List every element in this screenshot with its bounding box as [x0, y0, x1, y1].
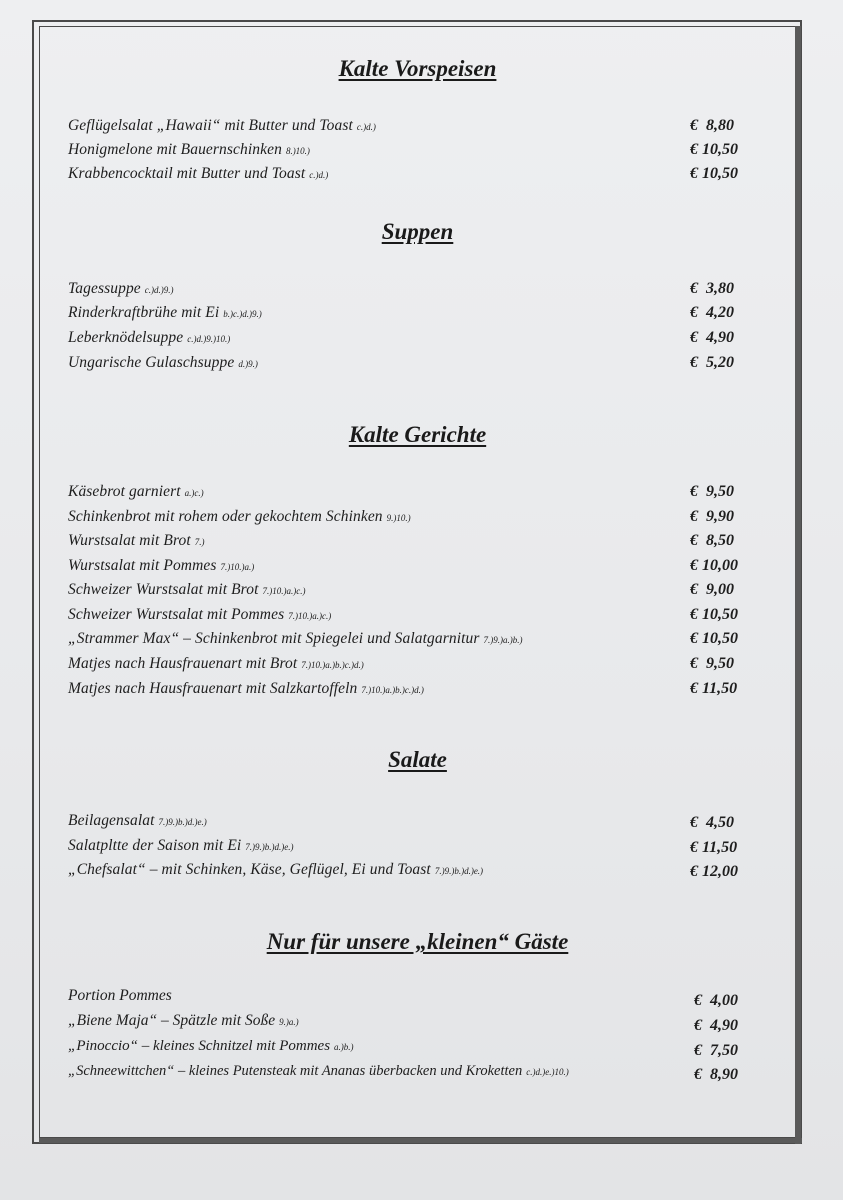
allergen-codes: 7.)10.)a.)b.)c.)d.) — [301, 660, 364, 670]
menu-item — [68, 604, 750, 626]
item-name: „Biene Maja“ – Spätzle mit Soße — [68, 1012, 276, 1029]
item-name-wrap — [68, 579, 305, 602]
item-name: Matjes nach Hausfrauenart mit Salzkartoffeln — [68, 680, 358, 697]
item-name-wrap — [68, 555, 254, 578]
allergen-codes: 9.)a.) — [279, 1017, 299, 1027]
allergen-codes: c.)d.) — [356, 122, 376, 132]
item-name: Schinkenbrot mit rohem oder gekochtem Schinken — [68, 508, 383, 525]
item-name-wrap — [68, 278, 174, 301]
item-name: Beilagensalat — [68, 812, 155, 829]
item-name-wrap — [68, 985, 176, 1008]
menu-item — [68, 628, 750, 650]
item-name-wrap — [68, 678, 424, 701]
menu-item — [68, 810, 750, 832]
menu-item — [68, 139, 750, 161]
page-border-shadow-right — [795, 26, 801, 1144]
item-price: € 3,80 — [690, 280, 734, 297]
item-name: Wurstsalat mit Brot — [68, 532, 191, 549]
item-name-wrap — [68, 506, 411, 529]
allergen-codes: b.)c.)d.)9.) — [223, 309, 262, 319]
section-heading-kalte-gerichte: Kalte Gerichte — [348, 422, 487, 447]
allergen-codes: 7.)9.)a.)b.) — [483, 635, 523, 645]
item-price: € 4,90 — [690, 329, 734, 346]
item-price: € 8,90 — [694, 1066, 738, 1083]
item-name: „Strammer Max“ – Schinkenbrot mit Spiegelei und Salatgarnitur — [68, 630, 480, 647]
section-heading-kalte-vorspeisen: Kalte Vorspeisen — [338, 56, 497, 81]
allergen-codes: d.)9.) — [238, 359, 258, 369]
menu-item — [68, 678, 750, 700]
item-name-wrap — [68, 628, 523, 651]
item-name-wrap — [68, 1035, 354, 1058]
allergen-codes: 7.)10.)a.)c.) — [262, 586, 306, 596]
item-name: „Chefsalat“ – mit Schinken, Käse, Geflügel, Ei und Toast — [68, 861, 431, 878]
item-name: Krabbencocktail mit Butter und Toast — [68, 165, 306, 182]
item-price: € 12,00 — [690, 863, 738, 880]
item-name: Wurstsalat mit Pommes — [68, 557, 217, 574]
section-heading-suppen: Suppen — [381, 219, 454, 244]
item-price: € 4,20 — [690, 304, 734, 321]
item-price: € 10,00 — [690, 557, 738, 574]
page-border-shadow-bottom — [39, 1138, 802, 1143]
menu-item — [68, 555, 750, 577]
item-price: € 8,50 — [690, 532, 734, 549]
item-price: € 11,50 — [690, 680, 738, 697]
item-name-wrap — [68, 530, 205, 553]
allergen-codes: 7.)9.)b.)d.)e.) — [245, 842, 294, 852]
item-name-wrap — [68, 139, 310, 162]
item-name-wrap — [68, 604, 331, 627]
item-price: € 9,50 — [690, 483, 734, 500]
allergen-codes: 7.) — [194, 537, 205, 547]
menu-item — [68, 327, 750, 349]
allergen-codes: 9.)10.) — [386, 513, 411, 523]
item-price: € 11,50 — [690, 839, 738, 856]
menu-item — [68, 302, 750, 324]
item-price: € 8,80 — [690, 117, 734, 134]
item-name: „Pinoccio“ – kleines Schnitzel mit Pommes — [68, 1038, 331, 1054]
item-name: Tagessuppe — [68, 280, 141, 297]
item-name: Leberknödelsuppe — [68, 329, 184, 346]
item-name-wrap — [68, 1010, 299, 1033]
item-price: € 10,50 — [690, 606, 738, 623]
section-heading-kinder: Nur für unsere „kleinen“ Gäste — [266, 929, 569, 954]
section-heading-salate: Salate — [388, 747, 447, 772]
item-name-wrap — [68, 327, 230, 350]
item-price: € 4,90 — [694, 1017, 738, 1034]
item-name-wrap — [68, 1060, 569, 1083]
item-price: € 9,90 — [690, 508, 734, 525]
menu-item — [68, 579, 750, 601]
menu-item — [68, 115, 750, 137]
item-name-wrap — [68, 810, 207, 833]
item-price: € 9,00 — [690, 581, 734, 598]
item-name-wrap — [68, 352, 258, 375]
menu-item — [68, 481, 750, 503]
item-name-wrap — [68, 481, 204, 504]
allergen-codes: 7.)10.)a.)b.)c.)d.) — [361, 685, 424, 695]
item-price: € 9,50 — [690, 655, 734, 672]
item-name: Rinderkraftbrühe mit Ei — [68, 304, 220, 321]
item-name-wrap — [68, 835, 294, 858]
menu-item — [68, 859, 750, 881]
allergen-codes: 8.)10.) — [285, 146, 310, 156]
item-name: Schweizer Wurstsalat mit Pommes — [68, 606, 285, 623]
item-price: € 10,50 — [690, 141, 738, 158]
item-price: € 5,20 — [690, 354, 734, 371]
menu-item — [68, 530, 750, 552]
item-name-wrap — [68, 302, 262, 325]
allergen-codes: c.)d.) — [309, 170, 329, 180]
item-price: € 10,50 — [690, 165, 738, 182]
item-name: „Schneewittchen“ – kleines Putensteak mit Ananas überbacken und Kroketten — [68, 1063, 523, 1079]
allergen-codes: 7.)10.)a.) — [220, 562, 255, 572]
item-name: Schweizer Wurstsalat mit Brot — [68, 581, 259, 598]
item-name: Matjes nach Hausfrauenart mit Brot — [68, 655, 298, 672]
menu-item — [68, 278, 750, 300]
item-price: € 4,00 — [694, 992, 738, 1009]
menu-item — [68, 653, 750, 675]
item-name: Ungarische Gulaschsuppe — [68, 354, 235, 371]
menu-item — [68, 352, 750, 374]
item-name-wrap — [68, 653, 364, 676]
allergen-codes: a.)c.) — [184, 488, 204, 498]
item-name-wrap — [68, 115, 376, 138]
allergen-codes: 7.)9.)b.)d.)e.) — [434, 866, 484, 876]
allergen-codes: a.)b.) — [334, 1042, 354, 1052]
menu-item — [68, 506, 750, 528]
allergen-codes: 7.)10.)a.)c.) — [288, 611, 332, 621]
item-price: € 10,50 — [690, 630, 738, 647]
item-price: € 4,50 — [690, 814, 734, 831]
allergen-codes: c.)d.)9.) — [144, 285, 174, 295]
menu-item — [68, 835, 750, 857]
item-name: Portion Pommes — [68, 987, 172, 1004]
item-name: Geflügelsalat „Hawaii“ mit Butter und Toast — [68, 117, 353, 134]
item-name-wrap — [68, 163, 328, 186]
item-price: € 7,50 — [694, 1042, 738, 1059]
allergen-codes: c.)d.)e.)10.) — [526, 1067, 569, 1077]
allergen-codes: c.)d.)9.)10.) — [187, 334, 231, 344]
item-name: Salatpltte der Saison mit Ei — [68, 837, 242, 854]
menu-item — [68, 163, 750, 185]
item-name: Honigmelone mit Bauernschinken — [68, 141, 282, 158]
allergen-codes: 7.)9.)b.)d.)e.) — [158, 817, 207, 827]
item-name: Käsebrot garniert — [68, 483, 181, 500]
item-name-wrap — [68, 859, 483, 882]
